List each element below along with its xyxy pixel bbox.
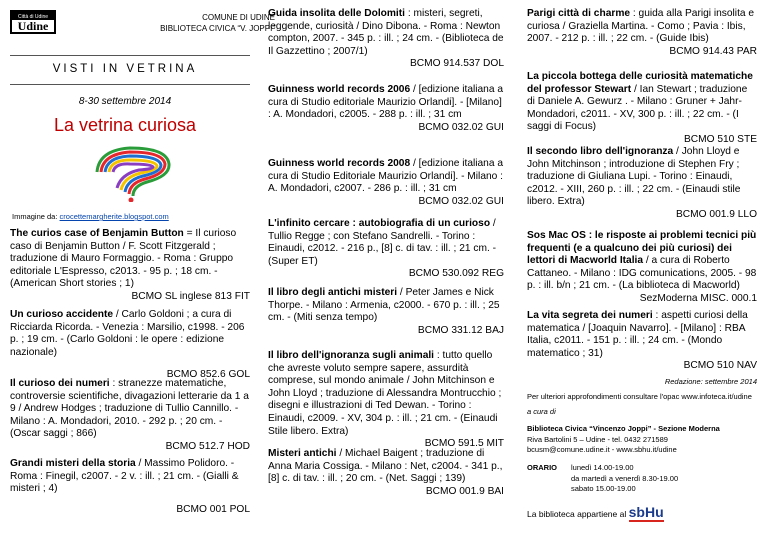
column-3	[527, 0, 757, 543]
org-biblioteca: BIBLIOTECA CIVICA “V. JOPPI”	[160, 24, 275, 33]
book-entry: Parigi città di charme : guida alla Parigi insolita e curiosa / Graziella Martina. - Como ; Pavia : Ibis, 2007. - 212 p. : ill. ; 22 cm. - (Guide Ibis) BCMO 914.43 PAR	[527, 8, 757, 57]
call-number: BCMO 914.537 DOL	[410, 58, 504, 70]
opac-info: Per ulteriori approfondimenti consultare l'opac www.infoteca.it/udine	[527, 392, 752, 401]
book-entry: La vita segreta dei numeri : aspetti curiosi della matematica / [Joaquin Navarro]. - [Milano] : RBA Italia, c2011. - 151 p. : ill. ; 24 cm. - (Mondo matematico ; 31) BCMO 510 NAV	[527, 310, 757, 372]
call-number: BCMO 530.092 REG	[408, 268, 504, 280]
call-number: BCMO 331.12 BAJ	[417, 324, 504, 336]
a-cura-di: a cura di	[527, 407, 556, 416]
sbhu-logo: sbHu	[628, 504, 664, 520]
library-address: Riva Bartolini 5 – Udine - tel. 0432 271589	[527, 434, 668, 444]
book-entry: La piccola bottega delle curiosità matematiche del professor Stewart / Ian Stewart ; traduzione di Daniele A. Gewurz . - Milano : Gruner + Jahr-Mondadori, c2011. - XV, 300 p. : ill. ; 22 cm. - (I saggi di Focus) BCMO 510 STE	[527, 71, 757, 145]
column-1	[10, 0, 250, 543]
book-entry: L'infinito cercare : autobiografia di un curioso / Tullio Regge ; con Stefano Sandrelli. - Torino : Einaudi, c2012. - 216 p., [8] c. di tav. : ill. ; 21 cm. - (Super ET) BCMO 530.092 REG	[268, 218, 504, 280]
column-2	[268, 0, 504, 543]
call-number: BCMO 001 POL	[176, 503, 250, 515]
section-title: VISTI IN VETRINA	[52, 63, 198, 75]
book-entry: Il secondo libro dell'ignoranza / John Lloyd e John Mitchinson ; introduzione di Stephen Fry ; traduzione di Giuliana Lupi. - Torino : Einaudi, c2012. - XIII, 260 p. : ill. ; 22 cm. - (Einaudi stile libero. Extra) BCMO 001.9 LLO	[527, 146, 757, 220]
library-contacts	[527, 424, 720, 456]
book-entry: Il libro degli antichi misteri / Peter James e Nick Thorpe. - Milano : Armenia, c2000. - 670 p. : ill. ; 25 cm. - (Miti senza tempo) BCMO 331.12 BAJ	[268, 287, 504, 336]
book-entry: Guinness world records 2008 / [edizione italiana a cura di Studio Editoriale Maurizio Orlandi]. - Milano : A. Mondadori, c2007. - 286 p. : ill. ; 31 cm BCMO 032.02 GUI	[268, 158, 504, 207]
call-number: BCMO 001.9 BAI	[425, 485, 504, 497]
network-line: La biblioteca appartiene al sbHu	[527, 504, 664, 520]
book-entry: Sos Mac OS : le risposte ai problemi tecnici più frequenti (e a qualcuno dei più curiosi) dei lettori di Macworld Italia / a cura di Roberto Cattaneo. - Milano : IDG comunications, 2005. - 98 p. : ill. b/n ; 21 cm. - (La biblioteca di Macworld) SezModerna MISC. 000.1	[527, 230, 757, 304]
exhibit-dates: 8-30 settembre 2014	[78, 96, 172, 107]
call-number: BCMO 852.6 GOL	[166, 369, 250, 381]
book-entry: Misteri antichi / Michael Baigent ; traduzione di Anna Maria Cossiga. - Milano : Net, c2004. - 341 p., [8] c. di tav. : ill. ; 20 cm. - (Net. Saggi ; 139) BCMO 001.9 BAI	[268, 448, 504, 497]
page-title: La vetrina curiosa	[53, 115, 197, 135]
opening-hours: lunedì 14.00-19.00 da martedì a venerdì 8.30-19.00 sabato 15.00-19.00	[571, 463, 679, 493]
book-entry: Guinness world records 2006 / [edizione italiana a cura di Studio editoriale Maurizio Orlandi]. - [Milano] : A. Mondadori, c2005. - 288 p. : ill. ; 31 cm BCMO 032.02 GUI	[268, 84, 504, 133]
book-entry: Grandi misteri della storia / Massimo Polidoro. - Roma : Finegil, c2007. - 2 v. : ill. ; 21 cm. - (Gialli & misteri ; 4) BCMO 001 POL	[10, 458, 250, 515]
org-comune: COMUNE DI UDINE	[202, 13, 275, 22]
call-number: BCMO 032.02 GUI	[418, 121, 504, 133]
orario-label: ORARIO	[527, 463, 557, 472]
redazione-date: Redazione: settembre 2014	[664, 377, 757, 386]
call-number: BCMO SL inglese 813 FIT	[131, 290, 250, 302]
book-entry: Un curioso accidente / Carlo Goldoni ; a cura di Ricciarda Ricorda. - Venezia : Marsilio, c1998. - 206 p. ; 19 cm. - (Carlo Goldoni : le opere : edizione nazionale) BCMO 852.6 GOL	[10, 309, 250, 381]
call-number: BCMO 512.7 HOD	[165, 440, 250, 452]
call-number: BCMO 001.9 LLO	[676, 208, 757, 220]
image-credit-link[interactable]: crocettemargherite.blogspot.com	[59, 212, 169, 221]
call-number: BCMO 510 STE	[683, 133, 757, 145]
book-entry: Il curioso dei numeri : stranezze matematiche, controversie scientifiche, divagazioni letterarie da 1 a 9 / Andrew Hodges ; traduzione di Tullio Cannillo. - Milano : A. Mondadori, 2010. - 292 p. ; 20 cm. - (Oscar saggi ; 866) BCMO 512.7 HOD	[10, 378, 250, 452]
call-number: BCMO 032.02 GUI	[418, 195, 504, 207]
call-number: BCMO 914.43 PAR	[669, 45, 757, 57]
book-entry: The curios case of Benjamin Button = Il curioso caso di Benjamin Button / F. Scott Fitzgerald ; traduzione di Mauro Formaggio. - Roma : Gruppo editoriale L'Espresso, c2013. - 95 p. ; 18 cm. - (American Short stories ; 1) BCMO SL inglese 813 FIT	[10, 228, 250, 302]
call-number: BCMO 510 NAV	[683, 360, 757, 372]
library-email-web: bcusm@comune.udine.it - www.sbhu.it/udine	[527, 445, 677, 454]
svg-text:Udine: Udine	[17, 19, 49, 33]
call-number: BCMO 591.5 MIT	[424, 438, 504, 450]
book-entry: Il libro dell'ignoranza sugli animali : tutto quello che avreste voluto sempre sapere, assurdità comprese, sul mondo animale / John Mitchinson e John Lloyd ; traduzione di Alessandra Montrucchio ; disegni e illustrazioni di Ted Dewan. - Torino : Einaudi, c2009. - XV, 304 p. : ill. ; 21 cm. - (Einaudi Stile libero. Extra) BCMO 591.5 MIT	[268, 350, 504, 450]
logo-text: Città di Udine	[17, 14, 49, 20]
call-number: SezModerna MISC. 000.1	[639, 292, 757, 304]
book-entry: Guida insolita delle Dolomiti : misteri, segreti, leggende, curiosità / Dino Dibona. - Roma : Newton compton, 2007. - 345 p. : ill. ; 24 cm. - (Biblioteca de Il Gazzettino ; 2007/1) BCMO 914.537 DOL	[268, 8, 504, 70]
library-name: Biblioteca Civica “Vincenzo Joppi” - Sezione Moderna	[527, 424, 720, 433]
image-credit: Immagine da: crocettemargherite.blogspot.com	[12, 212, 169, 221]
